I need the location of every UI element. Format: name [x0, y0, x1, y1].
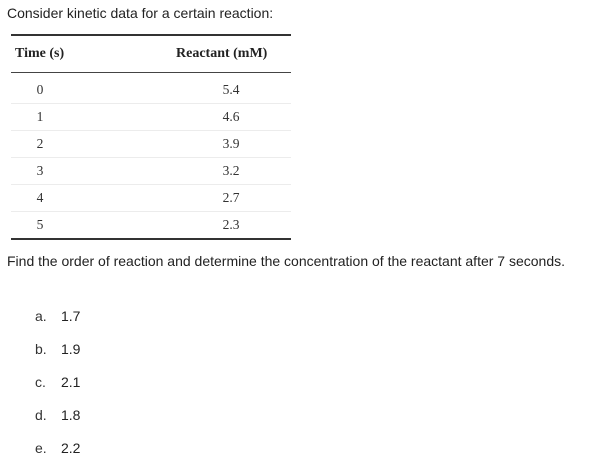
table-row — [11, 158, 291, 185]
option-letter: b. — [35, 340, 47, 357]
table-bottom-rule — [11, 238, 291, 240]
option-letter: d. — [35, 406, 47, 423]
time-cell: 0 — [36, 82, 44, 97]
kinetic-data-table — [11, 34, 291, 240]
option-letter: e. — [35, 439, 47, 456]
question-text: Find the order of reaction and determine the concentration of the reactant after 7 seconds. — [7, 253, 566, 269]
option-b[interactable] — [35, 332, 80, 365]
table-header — [11, 36, 291, 72]
reactant-cell: 5.4 — [222, 82, 240, 97]
time-cell: 5 — [36, 217, 44, 232]
header-reactant: Reactant (mM) — [176, 46, 268, 61]
option-value: 1.7 — [61, 307, 81, 324]
intro-text: Consider kinetic data for a certain reaction: — [7, 5, 274, 21]
option-letter: c. — [35, 373, 46, 390]
time-cell: 4 — [36, 190, 44, 205]
option-value: 1.9 — [61, 340, 81, 357]
option-a[interactable] — [35, 299, 80, 332]
time-cell: 3 — [36, 163, 44, 178]
reactant-cell: 4.6 — [222, 109, 240, 124]
option-d[interactable] — [35, 398, 80, 431]
option-value: 2.2 — [61, 439, 81, 456]
answer-options — [35, 299, 80, 464]
option-value: 1.8 — [61, 406, 81, 423]
reactant-cell: 2.7 — [222, 190, 240, 205]
table-row — [11, 185, 291, 212]
reactant-cell: 3.9 — [222, 136, 240, 151]
time-cell: 2 — [36, 136, 44, 151]
table-row — [11, 77, 291, 104]
option-c[interactable] — [35, 365, 80, 398]
option-value: 2.1 — [61, 373, 81, 390]
time-cell: 1 — [36, 109, 44, 124]
option-letter: a. — [35, 307, 47, 324]
option-e[interactable] — [35, 431, 80, 464]
table-row — [11, 104, 291, 131]
table-row — [11, 212, 291, 238]
reactant-cell: 2.3 — [222, 217, 240, 232]
reactant-cell: 3.2 — [222, 163, 240, 178]
table-body — [11, 73, 291, 238]
table-row — [11, 131, 291, 158]
header-time: Time (s) — [15, 46, 65, 61]
